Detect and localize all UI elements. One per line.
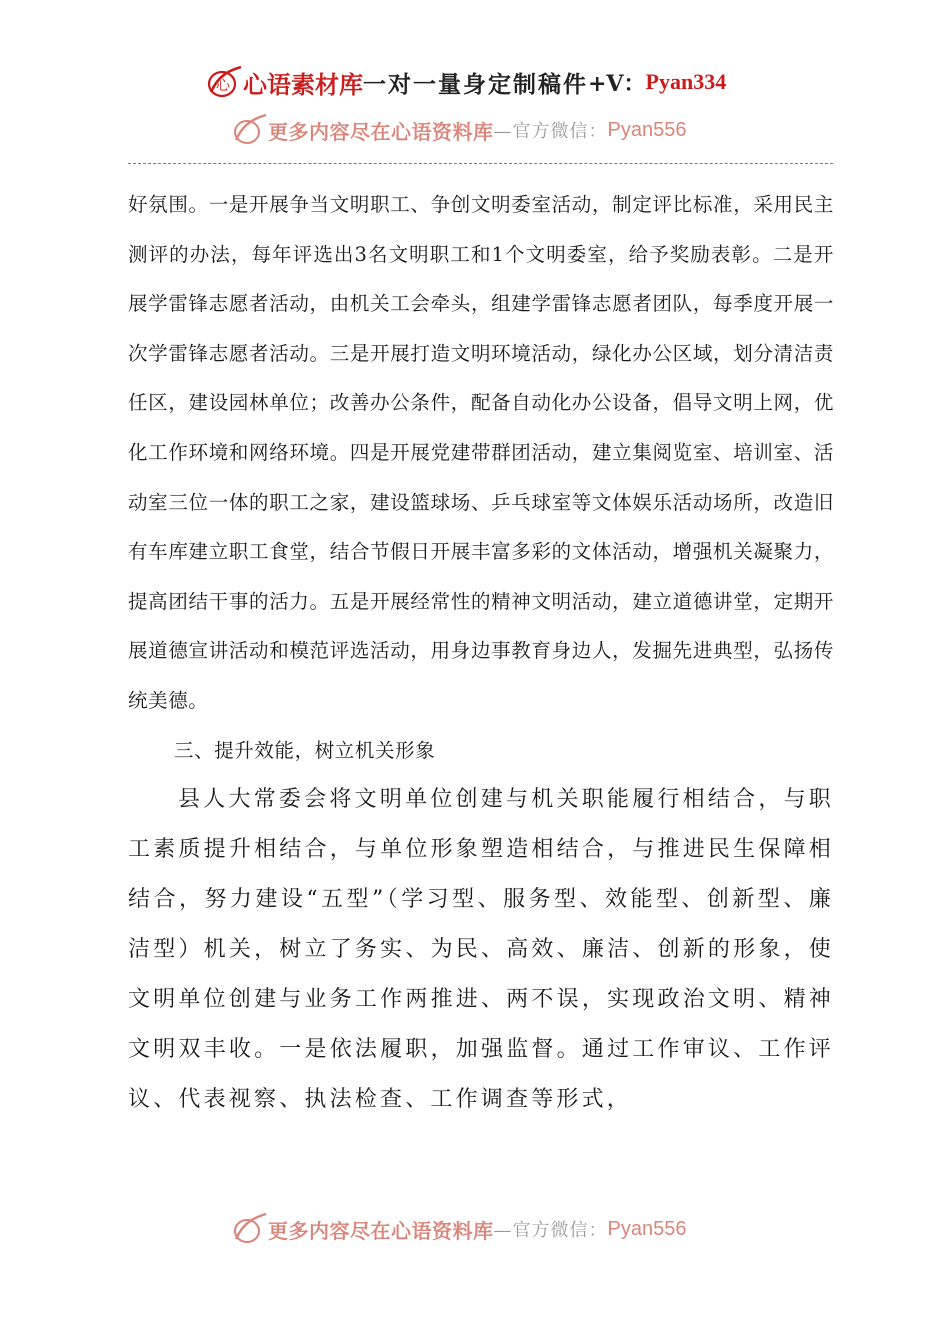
watermark-logo-icon [230, 1211, 268, 1247]
paragraph: 好氛围。一是开展争当文明职工、争创文明委室活动，制定评比标准，采用民主测评的办法，每年评选出3名文明职工和1个文明委室，给予奖励表彰。二是开展学雷锋志愿者活动，由机关工会牵头，组建学雷锋志愿者团队，每季度开展一次学雷锋志愿者活动。三是开展打造文明环境活动，绿化办公区域，划分清洁责任区，建设园林单位；改善办公条件，配备自动化办公设备，倡导文明上网，优化工作环境和网络环境。四是开展党建带群团活动，建立集阅览室、培训室、活动室三位一体的职工之家，建设篮球场、乒乓球室等文体娱乐活动场所，改造旧有车库建立职工食堂，结合节假日开展丰富多彩的文体活动，增强机关凝聚力，提高团结干事的活力。五是开展经常性的精神文明活动，建立道德讲堂，定期开展道德宣讲活动和模范评选活动，用身边事教育身边人，发掘先进典型，弘扬传统美德。 [128, 193, 834, 712]
svg-text:心: 心 [216, 78, 230, 94]
watermark-wechat-id: Pyan556 [607, 1217, 687, 1240]
wechat-id: Pyan334 [645, 69, 727, 94]
watermark-footer [230, 1211, 750, 1247]
header-banner [205, 62, 765, 102]
brand-name: 心语素材库 [243, 69, 363, 99]
watermark-more-text: 更多内容尽在心语资料库 [268, 1218, 494, 1243]
watermark-wechat-id: Pyan556 [607, 118, 687, 141]
watermark-header [230, 112, 750, 148]
service-tagline: 一对一量身定制稿件 [363, 70, 588, 98]
watermark-more-text: 更多内容尽在心语资料库 [268, 119, 494, 144]
logo-icon [205, 64, 243, 100]
contact-label: +V： [588, 70, 646, 97]
header-divider [128, 163, 833, 164]
paragraph: 县人大常委会将文明单位创建与机关职能履行相结合，与职工素质提升相结合，与单位形象塑造相结合，与推进民生保障相结合，努力建设“五型”（学习型、服务型、效能型、创新型、廉洁型）机关，树立了务实、为民、高效、廉洁、创新的形象，使文明单位创建与业务工作两推进、两不误，实现政治文明、精神文明双丰收。一是依法履职，加强监督。通过工作审议、工作评议、代表视察、执法检查、工作调查等形式， [128, 787, 834, 1113]
watermark-logo-icon [230, 112, 268, 148]
section-heading: 三、提升效能，树立机关形象 [174, 738, 436, 762]
watermark-official-label: —官方微信： [493, 121, 608, 142]
document-body [128, 180, 834, 1125]
watermark-official-label: —官方微信： [493, 1220, 608, 1241]
